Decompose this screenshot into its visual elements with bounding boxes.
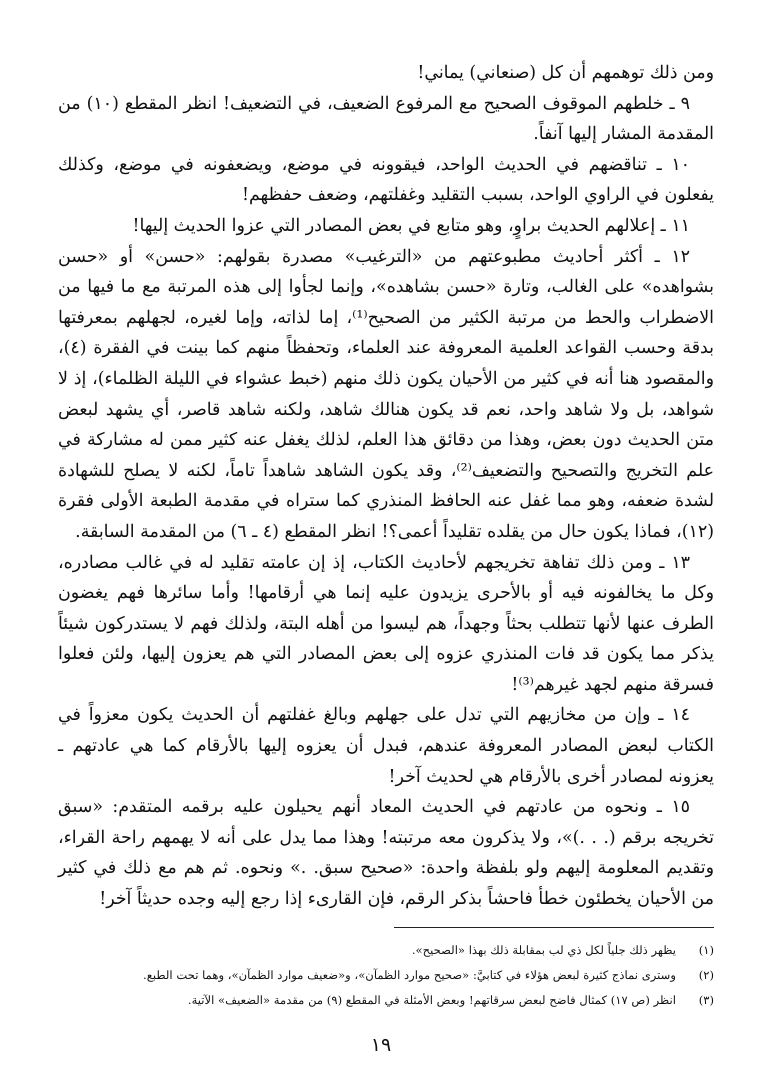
footnote-separator (394, 927, 714, 928)
footnote-text: وسترى نماذج كثيرة لبعض هؤلاء في كتابيَّ: «صحيح موارد الظمآن»، و«ضعيف موارد الظمآن»، وهما تحت الطبع. (143, 968, 676, 982)
footnotes (58, 938, 714, 1013)
footnote-text: انظر (ص ١٧) كمثال فاضح لبعض سرقاتهم! وبعض الأمثلة في المقطع (٩) من مقدمة «الضعيف» الآتية. (187, 993, 676, 1007)
page-number: ١٩ (370, 1034, 392, 1056)
footnote-number: (٢) (698, 968, 714, 982)
paragraph-13: ١٣ ـ ومن ذلك تفاهة تخريجهم لأحاديث الكتاب، إذ إن عامته تقليد له في غالب مصادره، وكل ما يخالفونه فيه أو بالأحرى يزيدون عليه إنما هي أرقامها! وأما سائرها فهم يغضون الطرف عنها لأنها تتطلب بحثاً وجهداً، هم ليسوا من أهله البتة، ولذلك فهم لا يستدركون شيئاً يذكر مما يكون قد فات المنذري عزوه إلى بعض المصادر التي هم يعزون إليها، ولئن فعلوا فسرقة منهم لجهد غيرهم⁽³⁾! (58, 552, 714, 695)
paragraph-11: ١١ ـ إعلالهم الحديث براوٍ، وهو متابع في بعض المصادر التي عزوا الحديث إليها! (132, 215, 690, 236)
paragraph-15: ١٥ ـ ونحوه من عادتهم في الحديث المعاد أنهم يحيلون عليه برقمه المتقدم: «سبق تخريجه برقم (. . .)»، ولا يذكرون معه مرتبته! وهذا مما يدل على أنه لا يهمهم راحة القراء، وتقديم المعلومة إليهم ولو بلفظة واحدة: «صحيح سبق. .» ونحوه. ثم هم مع ذلك في كثير من الأحيان يخطئون خطأ فاحشاً بذكر الرقم، فإن القارىء إذا رجع إليه وجده حديثاً آخر! (58, 797, 714, 910)
paragraph-intro: ومن ذلك توهمهم أن كل (صنعاني) يماني! (417, 63, 714, 83)
paragraph-12: ١٢ ـ أكثر أحاديث مطبوعتهم من «الترغيب» مصدرة بقولهم: «حسن» أو «حسن بشواهده» على الغالب، وتارة «حسن بشاهده»، وإنما لجأوا إلى هذه المرتبة مع ما فيها من الاضطراب والحط من مرتبة الكثير من الصحيح⁽¹⁾، إما لذاته، وإما لغيره، لجهلهم بمعرفتها بدقة وحسب القواعد العلمية المعروفة عند العلماء، وتحفظاً منهم كما بينت في الفقرة (٤)، والمقصود هنا أنه في كثير من الأحيان يكون ذلك منهم (خبط عشواء في الليلة الظلماء)، إذ لا شواهد، بل ولا شاهد واحد، نعم قد يكون هنالك شاهد، ولكنه شاهد قاصر، أي يشهد لبعض متن الحديث دون بعض، وهذا من دقائق هذا العلم، لذلك يغفل عنه كثير ممن له مشاركة في علم التخريج والتصحيح والتضعيف⁽²⁾، وقد يكون الشاهد شاهداً تاماً، لكنه لا يصلح للشهادة لشدة ضعفه، وهو مما غفل عنه الحافظ المنذري كما ستراه في مقدمة الطبعة الأولى فقرة (١٢)، فماذا يكون حال من يقلده تقليداً أعمى؟! انظر المقطع (٤ ـ ٦) من المقدمة السابقة. (58, 246, 714, 542)
footnote-text: يظهر ذلك جلياً لكل ذي لب بمقابلة ذلك بهذا «الصحيح». (411, 943, 676, 957)
footnote-number: (٣) (698, 993, 714, 1007)
footnote-1 (58, 938, 714, 963)
footnote-number: (١) (698, 943, 714, 957)
paragraph-10: ١٠ ـ تناقضهم في الحديث الواحد، فيقوونه في موضع، ويضعفونه في موضع، وكذلك يفعلون في الراوي الواحد، بسبب التقليد وغفلتهم، وضعف حفظهم! (58, 154, 714, 206)
footnote-2 (58, 963, 714, 988)
body-text (58, 58, 714, 915)
footnote-3 (58, 988, 714, 1013)
paragraph-9: ٩ ـ خلطهم الموقوف الصحيح مع المرفوع الضعيف، في التضعيف! انظر المقطع (١٠) من المقدمة المشار إليها آنفاً. (58, 93, 714, 145)
paragraph-14: ١٤ ـ وإن من مخازيهم التي تدل على جهلهم وبالغ غفلتهم أن الحديث يكون معزواً في الكتاب لبعض المصادر المعروفة عندهم، فبدل أن يعزوه إليها بالأرقام كما هي عادتهم ـ يعزونه لمصادر أخرى بالأرقام هي لحديث آخر! (58, 705, 714, 787)
